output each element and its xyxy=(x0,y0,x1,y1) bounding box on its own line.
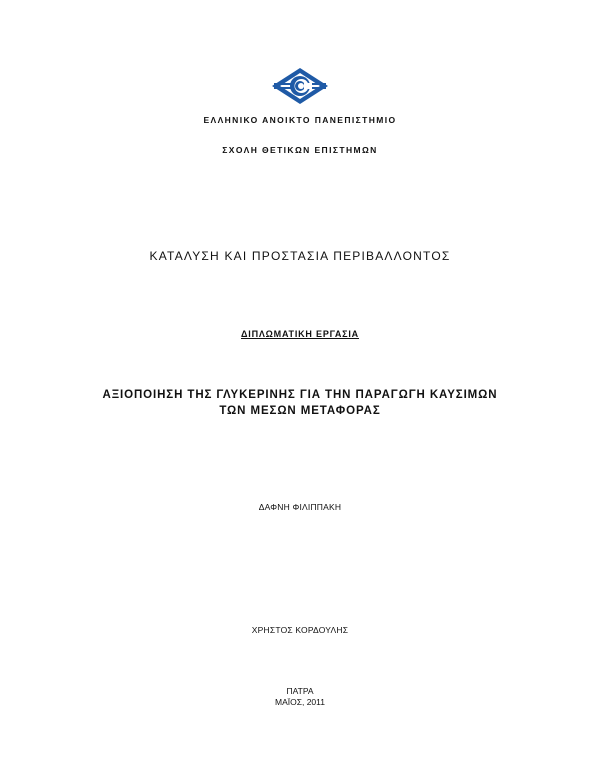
university-name: ΕΛΛΗΝΙΚΟ ΑΝΟΙΚΤΟ ΠΑΝΕΠΙΣΤΗΜΙΟ xyxy=(203,115,397,125)
document-type: ΔΙΠΛΩΜΑΤΙΚΗ ΕΡΓΑΣΙΑ xyxy=(241,329,359,339)
author-name: ΔΑΦΝΗ ΦΙΛΙΠΠΑΚΗ xyxy=(258,502,342,512)
thesis-title-line-1: ΑΞΙΟΠΟΙΗΣΗ ΤΗΣ ΓΛΥΚΕΡΙΝΗΣ ΓΙΑ ΤΗΝ ΠΑΡΑΓΩΓΗ ΚΑΥΣΙΜΩΝ xyxy=(102,389,498,401)
school-name: ΣΧΟΛΗ ΘΕΤΙΚΩΝ ΕΠΙΣΤΗΜΩΝ xyxy=(222,145,378,155)
city: ΠΑΤΡΑ xyxy=(286,686,314,696)
supervisor-name: ΧΡΗΣΤΟΣ ΚΟΡΔΟΥΛΗΣ xyxy=(251,625,349,635)
date: ΜΑΪΟΣ, 2011 xyxy=(275,697,325,707)
university-emblem-icon xyxy=(270,66,330,106)
thesis-title-line-2: ΤΩΝ ΜΕΣΩΝ ΜΕΤΑΦΟΡΑΣ xyxy=(219,405,381,417)
program-name: ΚΑΤΑΛΥΣΗ ΚΑΙ ΠΡΟΣΤΑΣΙΑ ΠΕΡΙΒΑΛΛΟΝΤΟΣ xyxy=(149,249,451,263)
